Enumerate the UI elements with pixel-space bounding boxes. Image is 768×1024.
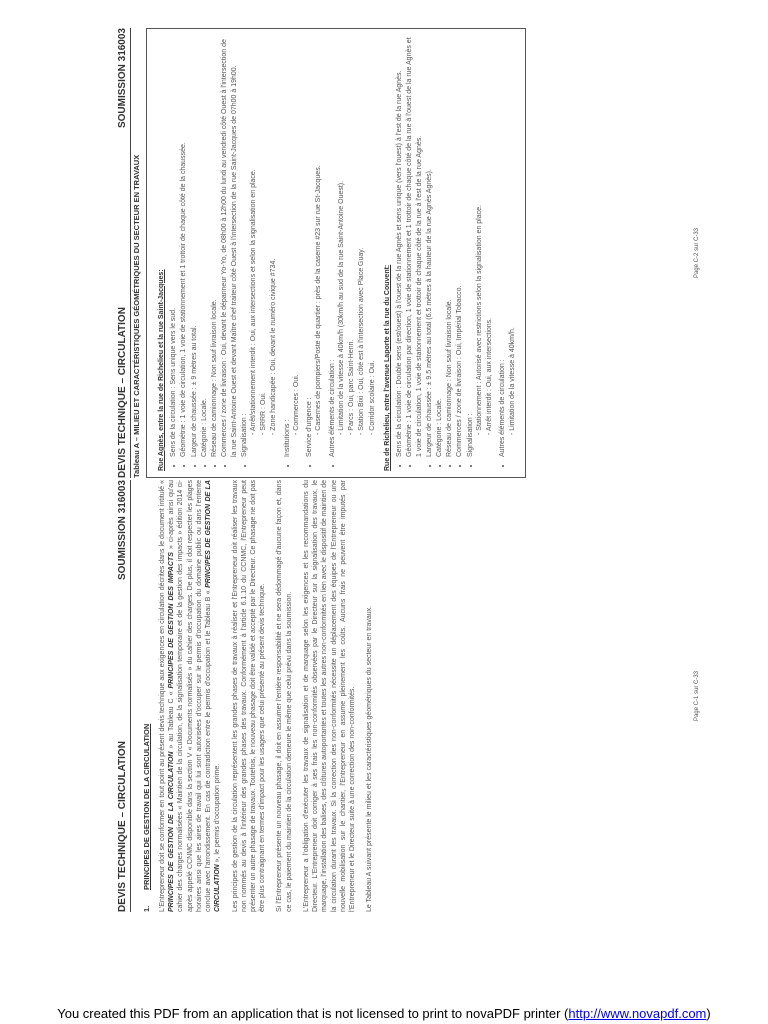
list-item: • Signalisation :: [466, 35, 475, 457]
richelieu-sign-sublist: [475, 35, 494, 457]
list-item: • Institutions :: [283, 35, 292, 457]
paragraph-5: Le Tableau A suivant présente le milieu et les caractéristiques géométriques du secteur en travaux.: [366, 605, 374, 912]
banner-text-end: ): [706, 1006, 711, 1021]
list-item: • Commerces / zone de livraison : Oui, devant le dépanneur Yo-Yo, de 08h00 à 12h00 du lundi au vendredi côté Ouest à l'intersection de la rue Saint-Antoine Ouest et devant Maître chef traiteur côté Ouest à l'intersection de la rue Saint-Jacques de 07h00 à 19h00.: [220, 35, 238, 457]
agnes-other-sublist: [337, 35, 377, 457]
paragraph-4: L'Entrepreneur a l'obligation d'exécuter les travaux de signalisation et de marquage selon les exigences et les recommandations du Directeur. L'Entrepreneur doit corriger à ses frais les non-conformités observées par le Directeur sur la signalisation des travaux, le marquage, l'installation des balises, des clôtures autoportantes et toutes les autres non-conformités en lien avec le dispositif de maintien de la circulation durant les travaux. Si la correction des non-conformités nécessite un déplacement des équipes de l'Entrepreneur ou une nouvelle mobilisation sur le chantier, l'Entrepreneur en assume pleinement les coûts. Aucuns frais ne peuvent être imputés par l'Entrepreneur et le Directeur suite à une correction des non-conformités.: [302, 480, 357, 912]
list-item: - Zone handicapée : Oui, devant le numéro civique #734.: [269, 35, 278, 435]
list-item: • Service d'urgence :: [305, 35, 314, 457]
table-box: [146, 28, 526, 478]
agnes-urg-sublist: [314, 35, 323, 457]
list-item: • Géométrie : 1 voie de circulation par direction, 1 voie de stationnement et 1 trottoir de chaque côté de la rue à l'ouest de la rue Agnès et 1 voie de circulation, 1 voie de stationnement et trottoir de chaque côté de la rue à l'est de la rue Agnès.: [405, 35, 423, 457]
list-item: • Signalisation :: [240, 35, 249, 457]
agnes-list: [169, 35, 249, 471]
list-item: - Stationnement : Autorisé avec restrictions selon la signalisation en place.: [475, 35, 484, 435]
p1-text-d: » ci-après ainsi qu'au cahier des charges normalisées « Maintien de la circulation, de la signalisation temporaire et de la gestion des impacts » édition 2014 ci-après appelé CCNMC disponible dans la section V « Documents normalisés » du cahier des charges. De plus, il doit respecter les plages horaires ainsi que les aires de travail qui lui sont autorisées d'occuper sur le permis d'occupation du domaine public ou dans l'entente conclue avec l'arrondissement. En cas de contradiction entre le permis d'occupation et le Tableau B «: [168, 480, 213, 912]
list-item: • Largeur de chaussée : ± 9.5 mètres au total (6.5 mètres à la hauteur de la rue Agnès Agnès).: [425, 35, 434, 457]
p1-text-e: », le permis d'occupation prime.: [214, 763, 222, 865]
header-title: DEVIS TECHNIQUE – CIRCULATION: [117, 741, 128, 912]
list-item: - Station Bixi : Oui, côté est à l'intersection avec Place Guay.: [357, 35, 366, 435]
paragraph-2: Les principes de gestion de la circulation représentent les grandes phases de travaux à réaliser et l'Entrepreneur doit réaliser les travaux non nommés au devis à l'intérieur des grandes phases des travaux. Conformément à l'article 6.1.10 du CCNMC, l'Entrepreneur peut présenter un autre phasage de travaux. Toutefois, le nouveau phasage doit être validé et accepté par le Directeur. Ce phasage ne doit pas être plus contraignant en termes d'impact pour les usagers que celui présenté au présent devis technique.: [231, 480, 267, 912]
list-item: • Catégorie : Locale.: [435, 35, 444, 457]
list-item: - Limitation de la vitesse à 40km/h (30km/h au sud de la rue Saint-Antoine Ouest).: [337, 35, 346, 435]
header-submission: SOUMISSION 316003: [117, 28, 128, 129]
agnes-sign-sublist: [249, 35, 279, 457]
list-item: • Commerces / zone de livraison : Oui, Impérial Tobacco.: [455, 35, 464, 457]
page-header: [110, 28, 131, 478]
page-body: [134, 480, 708, 912]
section-title-text: PRINCIPES DE GESTION DE LA CIRCULATION: [142, 723, 151, 890]
list-item: • Géométrie : 1 voie de circulation, 1 voie de stationnement et 1 trottoir de chaque côté de la chaussée.: [179, 35, 188, 457]
document-page-1: [0, 480, 768, 912]
richelieu-list: [395, 35, 475, 471]
license-banner: [0, 1004, 768, 1024]
agnes-list-4: [328, 35, 337, 471]
list-item: • Autres éléments de circulation :: [328, 35, 337, 457]
rotated-document: [0, 20, 768, 940]
page-footer: Page C-2 sur C-33: [694, 227, 700, 279]
agnes-list-3: [305, 35, 314, 471]
paragraph-1: [158, 480, 223, 912]
list-item: - Limitation de la vitesse à 40km/h.: [508, 35, 517, 435]
list-item: - Corridor scolaire : Oui.: [368, 35, 377, 435]
street-heading-richelieu: Rue de Richelieu, entre l'avenue Laporte et la rue du Couvent:: [383, 264, 391, 471]
agnes-list-2: [283, 35, 292, 471]
list-item: - Commerces : Oui.: [292, 35, 301, 435]
list-item: • Sens de la circulation : Double sens (est/ouest) à l'ouest de la rue Agnès et sens unique (vers l'ouest) à l'est de la rue Agnès.: [395, 35, 404, 457]
page-header: [110, 480, 131, 912]
list-item: • Largeur de chaussée : ± 9 mètres au total.: [190, 35, 199, 457]
document-page-2: [0, 28, 768, 478]
p1-bold-2: PRINCIPES DE GESTION DES IMPACTS: [168, 552, 176, 689]
table-title: Tableau A – MILIEU ET CARACTÉRISTIQUES GÉOMÉTRIQUES DU SECTEUR EN TRAVAUX: [132, 154, 141, 478]
header-submission: SOUMISSION 316003: [117, 480, 128, 581]
list-item: • Autres éléments de circulation :: [498, 35, 507, 457]
list-item: • Catégorie : Locale.: [200, 35, 209, 457]
p1-bold-1: PRINCIPES DE GESTION DE LA CIRCULATION: [168, 751, 176, 912]
p1-bold-3: PRINCIPES DE GESTION DE LA CIRCULATION: [205, 480, 222, 912]
list-item: - SRRR : Oui.: [259, 35, 268, 435]
agnes-inst-sublist: [292, 35, 301, 457]
list-item: - Arrêt/stationnement interdit : Oui, aux intersections et selon la signalisation en place.: [249, 35, 258, 435]
list-item: • Sens de la circulation : Sens unique vers le sud.: [169, 35, 178, 457]
section-number: 1.: [142, 905, 151, 912]
header-title: DEVIS TECHNIQUE – CIRCULATION: [117, 307, 128, 478]
section-title: [142, 480, 152, 912]
list-item: - Parcs : Oui, parc Saint-Henri.: [347, 35, 356, 435]
p1-text-c: » au Tableau C «: [168, 688, 176, 752]
richelieu-other-sublist: [508, 35, 517, 457]
page-body: [132, 28, 708, 478]
page-footer: Page C-1 sur C-33: [694, 670, 700, 722]
list-item: • Réseau de camionnage : Non sauf livraison locale.: [210, 35, 219, 457]
list-item: - Casernes de pompiers/Poste de quartier : près de la caserne #23 sur rue St-Jacques.: [314, 35, 323, 435]
list-item: - Arrêt interdit : Oui, aux intersections.: [485, 35, 494, 435]
paragraph-3: Si l'Entrepreneur présente un nouveau phasage, il doit en assumer l'entière responsabilité et ne sera dédommagé d'aucune façon et, dans ce cas, le paiement du maintien de la circulation demeure le même que celui prévu dans la soumission.: [276, 480, 293, 912]
list-item: • Réseau de camionnage : Non sauf livraison locale.: [445, 35, 454, 457]
street-heading-agnes: Rue Agnès, entre la rue de Richelieu et la rue Saint-Jacques:: [157, 269, 165, 471]
p1-text-a: L'Entrepreneur doit se conformer en tout point au présent devis technique aux exigences en circulation décrites dans le document intitulé «: [158, 480, 166, 912]
novapdf-link[interactable]: http://www.novapdf.com: [568, 1006, 707, 1021]
banner-text: You created this PDF from an application that is not licensed to print to novaPDF printer (: [57, 1006, 569, 1021]
richelieu-list-2: [498, 35, 507, 471]
